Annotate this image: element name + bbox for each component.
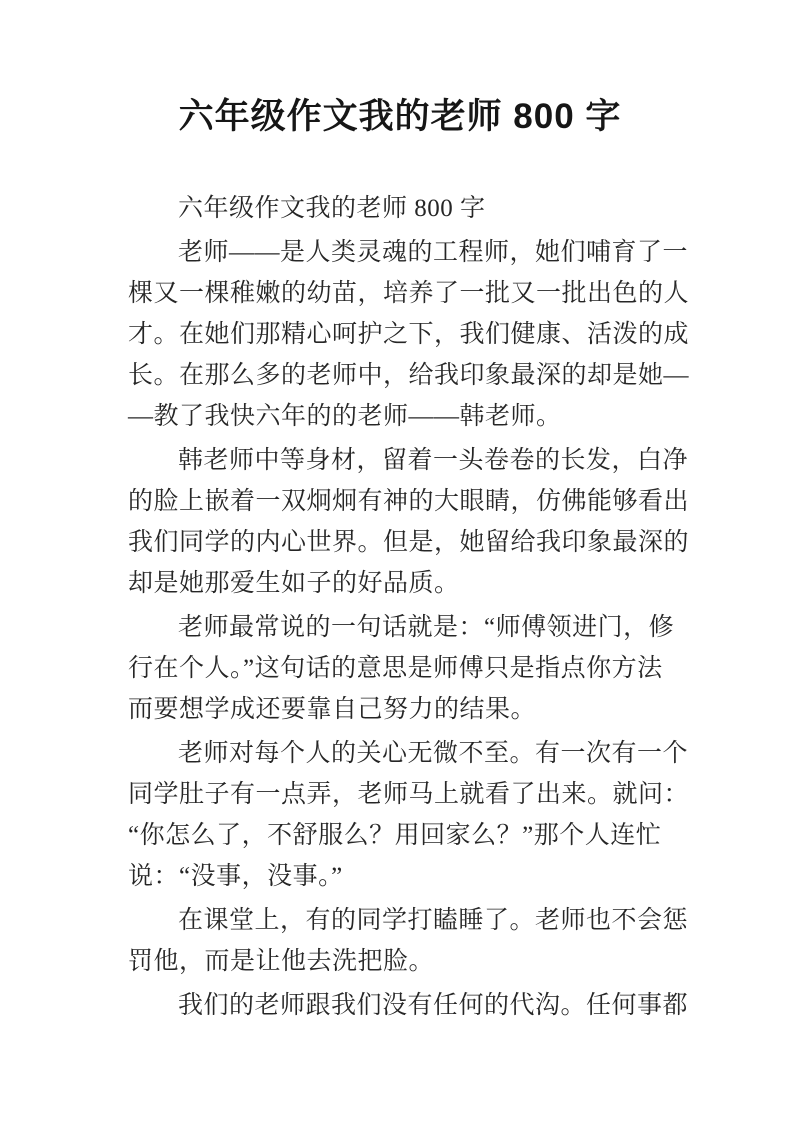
essay-line: 六年级作文我的老师 800 字 bbox=[178, 195, 486, 222]
essay-line: 说：“没事，没事。” bbox=[128, 863, 343, 890]
essay-line: 我们的老师跟我们没有任何的代沟。任何事都 bbox=[178, 992, 689, 1019]
essay-line: 在课堂上，有的同学打瞌睡了。老师也不会惩 bbox=[178, 907, 689, 934]
essay-paragraph-6 bbox=[128, 985, 728, 1026]
document-title: 六年级作文我的老师 800 字 bbox=[178, 97, 622, 136]
essay-paragraph-2 bbox=[128, 440, 728, 604]
essay-line: “你怎么了，不舒服么？用回家么？”那个人连忙 bbox=[128, 822, 662, 849]
essay-paragraph-1 bbox=[128, 232, 728, 437]
essay-line: 老师对每个人的关心无微不至。有一次有一个 bbox=[178, 740, 689, 767]
essay-body bbox=[128, 188, 728, 1026]
essay-line: 才。在她们那精心呵护之下，我们健康、活泼的成 bbox=[128, 321, 690, 348]
essay-line: —教了我快六年的的老师——韩老师。 bbox=[128, 403, 562, 430]
essay-line: 老师最常说的一句话就是：“师傅领进门，修 bbox=[178, 614, 675, 641]
essay-line: 韩老师中等身材，留着一头卷卷的长发，白净 bbox=[178, 447, 689, 474]
essay-line: 老师——是人类灵魂的工程师，她们哺育了一 bbox=[178, 239, 689, 266]
essay-line: 我们同学的内心世界。但是，她留给我印象最深的 bbox=[128, 529, 690, 556]
essay-line: 同学肚子有一点弄，老师马上就看了出来。就问： bbox=[128, 781, 690, 808]
essay-line: 棵又一棵稚嫩的幼苗，培养了一批又一批出色的人 bbox=[128, 280, 690, 307]
essay-paragraph-4 bbox=[128, 733, 728, 897]
essay-paragraph-3 bbox=[128, 607, 728, 730]
essay-paragraph-intro bbox=[128, 188, 728, 229]
essay-line: 却是她那爱生如子的好品质。 bbox=[128, 570, 460, 597]
essay-paragraph-5 bbox=[128, 900, 728, 982]
essay-line: 罚他，而是让他去洗把脸。 bbox=[128, 948, 435, 975]
essay-line: 的脸上嵌着一双炯炯有神的大眼睛，仿佛能够看出 bbox=[128, 488, 690, 515]
essay-line: 而要想学成还要靠自己努力的结果。 bbox=[128, 696, 537, 723]
essay-line: 长。在那么多的老师中，给我印象最深的却是她— bbox=[128, 362, 690, 389]
essay-line: 行在个人。”这句话的意思是师傅只是指点你方法 bbox=[128, 655, 663, 682]
